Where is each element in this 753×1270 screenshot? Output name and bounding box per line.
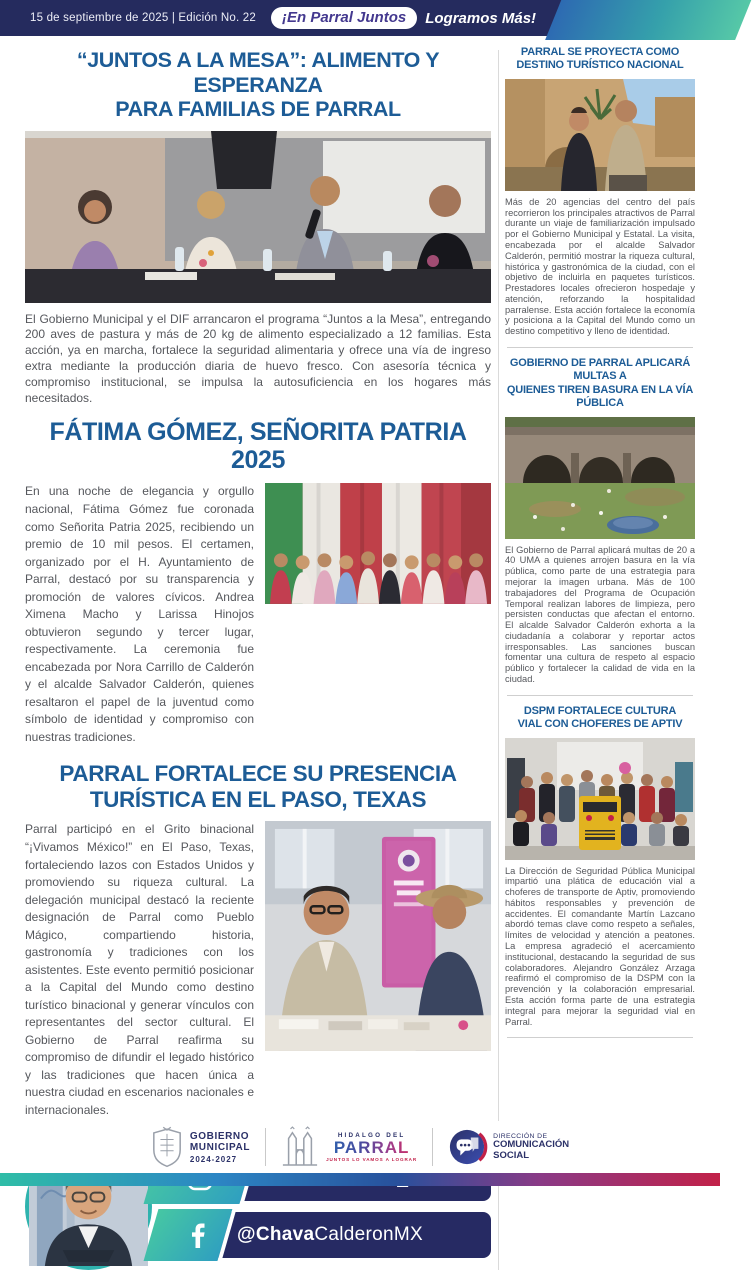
article-body-fatima-gomez: En una noche de elegancia y orgullo nacional, Fátima Gómez fue coronada como Señorita Patria 2025, recibiendo un premio de 10 mil pesos. El certamen, organizado por el H. Ayuntamiento de Parral, destacó por su transparencia y promoción de valores cívicos. Andrea Ximena Macho y Larissa Hinojos obtuvieron segundo y tercer lugar, respectivamente. La ceremonia fue encabezada por Nora Carrillo de Calderón y el alcalde Salvador Calderón, quienes resaltaron el papel de la juventud como símbolo de identidad y compromiso con nuestras tradiciones.	[25, 484, 254, 744]
parral-slogan: JUNTOS LO VAMOS A LOGRAR	[326, 1157, 418, 1163]
hacienda-ruins-visit-photo	[505, 79, 695, 191]
title-line: QUIENES TIREN BASURA EN LA VÍA PÚBLICA	[506, 383, 694, 410]
title-line: DSPM FORTALECE CULTURA	[523, 704, 677, 717]
article-title-multas-basura	[505, 357, 695, 411]
municipal-label: MUNICIPAL	[189, 1142, 251, 1153]
el-paso-expo-photo	[265, 821, 491, 1051]
social-label: SOCIAL	[493, 1149, 530, 1161]
title-line: GOBIERNO DE PARRAL APLICARÁ MULTAS A	[509, 356, 691, 383]
facebook-icon	[187, 1222, 213, 1248]
stone-bridge-litter-photo	[505, 417, 695, 539]
speech-bubble-icon	[448, 1128, 486, 1166]
content-area	[0, 36, 720, 1270]
header-accent-stripe	[545, 0, 753, 40]
article-title-juntos-a-la-mesa	[25, 48, 491, 122]
senorita-patria-group-photo	[265, 483, 491, 604]
hidalgo-del-label: HIDALGO DEL	[337, 1131, 406, 1139]
left-column	[25, 46, 491, 1270]
title-line: TURÍSTICA EN EL PASO, TEXAS	[89, 786, 427, 812]
title-line: PARA FAMILIAS DE PARRAL	[115, 97, 401, 121]
article-body-destino-turistico: Más de 20 agencias del centro del país recorrieron los principales atractivos de Parral durante un viaje de familiarización impulsado por el Gobierno Municipal y Estatal. La visita, encabezada por el alcalde Salvador Calderón, permitió mostrar la riqueza cultural, histórica y gastronómica de la ciudad, con el objetivo de incluirla en paquetes turísticos. Prestadores locales ofrecieron hospedaje y atención, reforzando la hospitalidad parralense. Esta acción fortalece la economía y posiciona a la Capital del Mundo como un destino competitivo y lleno de identidad.	[505, 196, 695, 337]
term-years: 2024-2027	[189, 1154, 238, 1164]
handle-rest: CalderonMX	[314, 1224, 423, 1246]
article-title-destino-turistico	[505, 46, 695, 73]
slogan-badge: ¡En Parral Juntos	[271, 7, 417, 29]
section-divider	[507, 695, 693, 696]
facebook-banner[interactable]	[167, 1212, 491, 1258]
parral-wordmark: PARRAL	[326, 1139, 417, 1157]
bottom-gradient-bar	[0, 1173, 720, 1186]
title-line: VIAL CON CHOFERES DE APTIV	[517, 718, 683, 731]
aptiv-drivers-group-photo	[505, 738, 695, 860]
article-fatima-gomez	[25, 483, 491, 746]
article-body-dspm-aptiv: La Dirección de Seguridad Pública Municipal impartió una plática de educación vial a choferes de transporte de Aptiv, promoviendo hábitos responsables y prevención de accidentes. El comandante Martín Lazcano abordó temas clave como respeto a señales, límites de velocidad y atención a peatones. La empresa agradeció el acercamiento institucional, destacando la seguridad de sus colaboradores. Alejandro González Arzaga reafirmó el compromiso de la DSPM con la prevención y la colaboración empresarial. Esta acción forma parte de una estrategia integral para mejorar la seguridad vial en Parral.	[505, 865, 695, 1027]
handle-bold: @Chava	[237, 1224, 315, 1246]
article-body-multas-basura: El Gobierno de Parral aplicará multas de 20 a 40 UMA a quienes arrojen basura en la vía pública, como parte de una estrategia para mejorar la imagen urbana. Más de 100 trabajadores del Programa de Ocupación Temporal realizan labores de limpieza, pero persisten conductas que afectan el entorno. El alcalde Salvador Calderón exhorta a la ciudadanía a colaborar y reportar actos irresponsables. Las sanciones buscan fomentar una cultura de respeto al espacio público y fortalecer la calidad de vida en la ciudad.	[505, 544, 695, 684]
comunicacion-social-logo	[448, 1128, 569, 1166]
gobierno-municipal-logo	[151, 1126, 250, 1168]
date-edition: 15 de septiembre de 2025 | Edición No. 22	[30, 12, 256, 24]
article-title-fatima-gomez	[25, 419, 491, 474]
facebook-handle	[237, 1224, 423, 1246]
column-divider	[498, 50, 499, 1270]
article-body-el-paso: Parral participó en el Grito binacional “¡Vivamos México!” en El Paso, Texas, fortaleciendo lazos con Estados Unidos y promoviendo su riqueza cultural. La delegación municipal destacó la reciente designación de Parral como Pueblo Mágico, compartiendo historia, gastronomía y tradiciones con los asistentes. Este evento permitió posicionar a la Capital del Mundo como destino turístico binacional y generar vínculos con representantes del sector cultural. El Gobierno de Parral reafirma su compromiso de difundir el legado histórico y las tradiciones que hacen única a nuestra ciudad en escenarios nacionales e internacionales.	[25, 822, 254, 1117]
section-divider	[507, 1037, 693, 1038]
title-line: PARRAL FORTALECE SU PRESENCIA	[59, 761, 457, 787]
panel-press-conference-photo	[25, 131, 491, 303]
article-body-juntos-a-la-mesa: El Gobierno Municipal y el DIF arrancaron el programa “Juntos a la Mesa”, entregando 200 aves de pastura y más de 20 kg de alimento especializado a 12 familias. Esta acción, ya en marcha, fortalece la seguridad alimentaria y ofrece una vía de ingreso extra mediante la producción diaria de huevo fresco. Con asesoría técnica y compromiso institucional, se impulsa la autosuficiencia en los hogares más necesitados.	[25, 311, 491, 405]
coat-of-arms-icon	[151, 1126, 183, 1168]
gobierno-label: GOBIERNO	[189, 1130, 250, 1142]
article-title-dspm-aptiv	[505, 705, 695, 732]
hidalgo-del-parral-logo	[281, 1127, 417, 1167]
comunicacion-label: COMUNICACIÓN	[493, 1139, 570, 1151]
article-el-paso	[25, 821, 491, 1119]
direccion-de-label: DIRECCIÓN DE	[493, 1133, 548, 1141]
footer-separator	[265, 1128, 266, 1166]
section-divider	[507, 347, 693, 348]
footer-logos	[0, 1121, 720, 1173]
title-line: FÁTIMA GÓMEZ, SEÑORITA PATRIA 2025	[49, 418, 467, 474]
slogan-rest: Logramos Más!	[425, 9, 537, 27]
title-line: “JUNTOS A LA MESA”: ALIMENTO Y ESPERANZA	[76, 48, 440, 97]
article-title-el-paso	[25, 761, 491, 812]
title-line: PARRAL SE PROYECTA COMO	[520, 46, 680, 58]
footer-separator	[432, 1128, 433, 1166]
right-column	[505, 46, 695, 1270]
title-line: DESTINO TURÍSTICO NACIONAL	[516, 59, 684, 72]
parral-temple-icon	[281, 1127, 319, 1167]
header-bar	[0, 0, 720, 36]
